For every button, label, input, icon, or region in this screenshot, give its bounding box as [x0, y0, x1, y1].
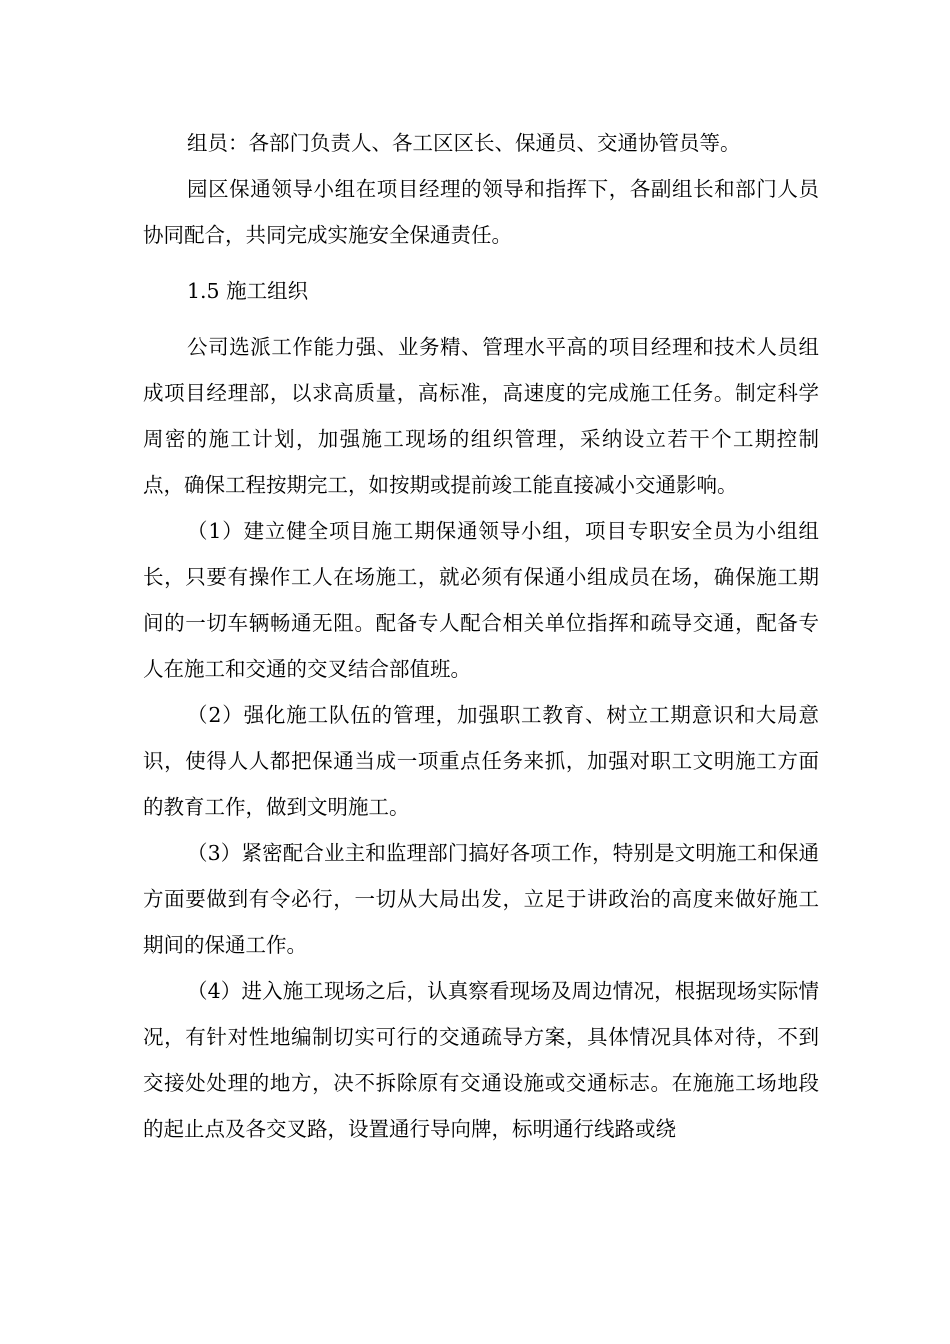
paragraph-team-members: 组员：各部门负责人、各工区区长、保通员、交通协管员等。 [187, 131, 741, 155]
paragraph-item-4: （4）进入施工现场之后，认真察看现场及周边情况，根据现场实际情况，有针对性地编制切实可行的交通疏导方案，具体情况具体对待，不到交接处处理的地方，决不拆除原有交通设施或交通标志。在施施工场地段的起止点及各交叉路，设置通行导向牌，标明通行线路或绕 [143, 979, 819, 1141]
paragraph-item-1: （1）建立健全项目施工期保通领导小组，项目专职安全员为小组组长，只要有操作工人在场施工，就必须有保通小组成员在场，确保施工期间的一切车辆畅通无阻。配备专人配合相关单位指挥和疏导交通，配备专人在施工和交通的交叉结合部值班。 [143, 519, 819, 681]
paragraph-company-selection: 公司选派工作能力强、业务精、管理水平高的项目经理和技术人员组成项目经理部，以求高质量，高标准，高速度的完成施工任务。制定科学周密的施工计划，加强施工现场的组织管理，采纳设立若干个工期控制点，确保工程按期完工，如按期或提前竣工能直接减小交通影响。 [143, 335, 819, 497]
paragraph-item-2: （2）强化施工队伍的管理，加强职工教育、树立工期意识和大局意识，使得人人都把保通当成一项重点任务来抓，加强对职工文明施工方面的教育工作，做到文明施工。 [143, 703, 819, 819]
section-heading-construction-organization: 1.5 施工组织 [187, 279, 309, 303]
paragraph-leadership-group: 园区保通领导小组在项目经理的领导和指挥下，各副组长和部门人员协同配合，共同完成实施安全保通责任。 [143, 177, 819, 247]
paragraph-item-3: （3）紧密配合业主和监理部门搞好各项工作，特别是文明施工和保通方面要做到有令必行，一切从大局出发，立足于讲政治的高度来做好施工期间的保通工作。 [143, 841, 819, 957]
document-body [143, 120, 819, 1152]
